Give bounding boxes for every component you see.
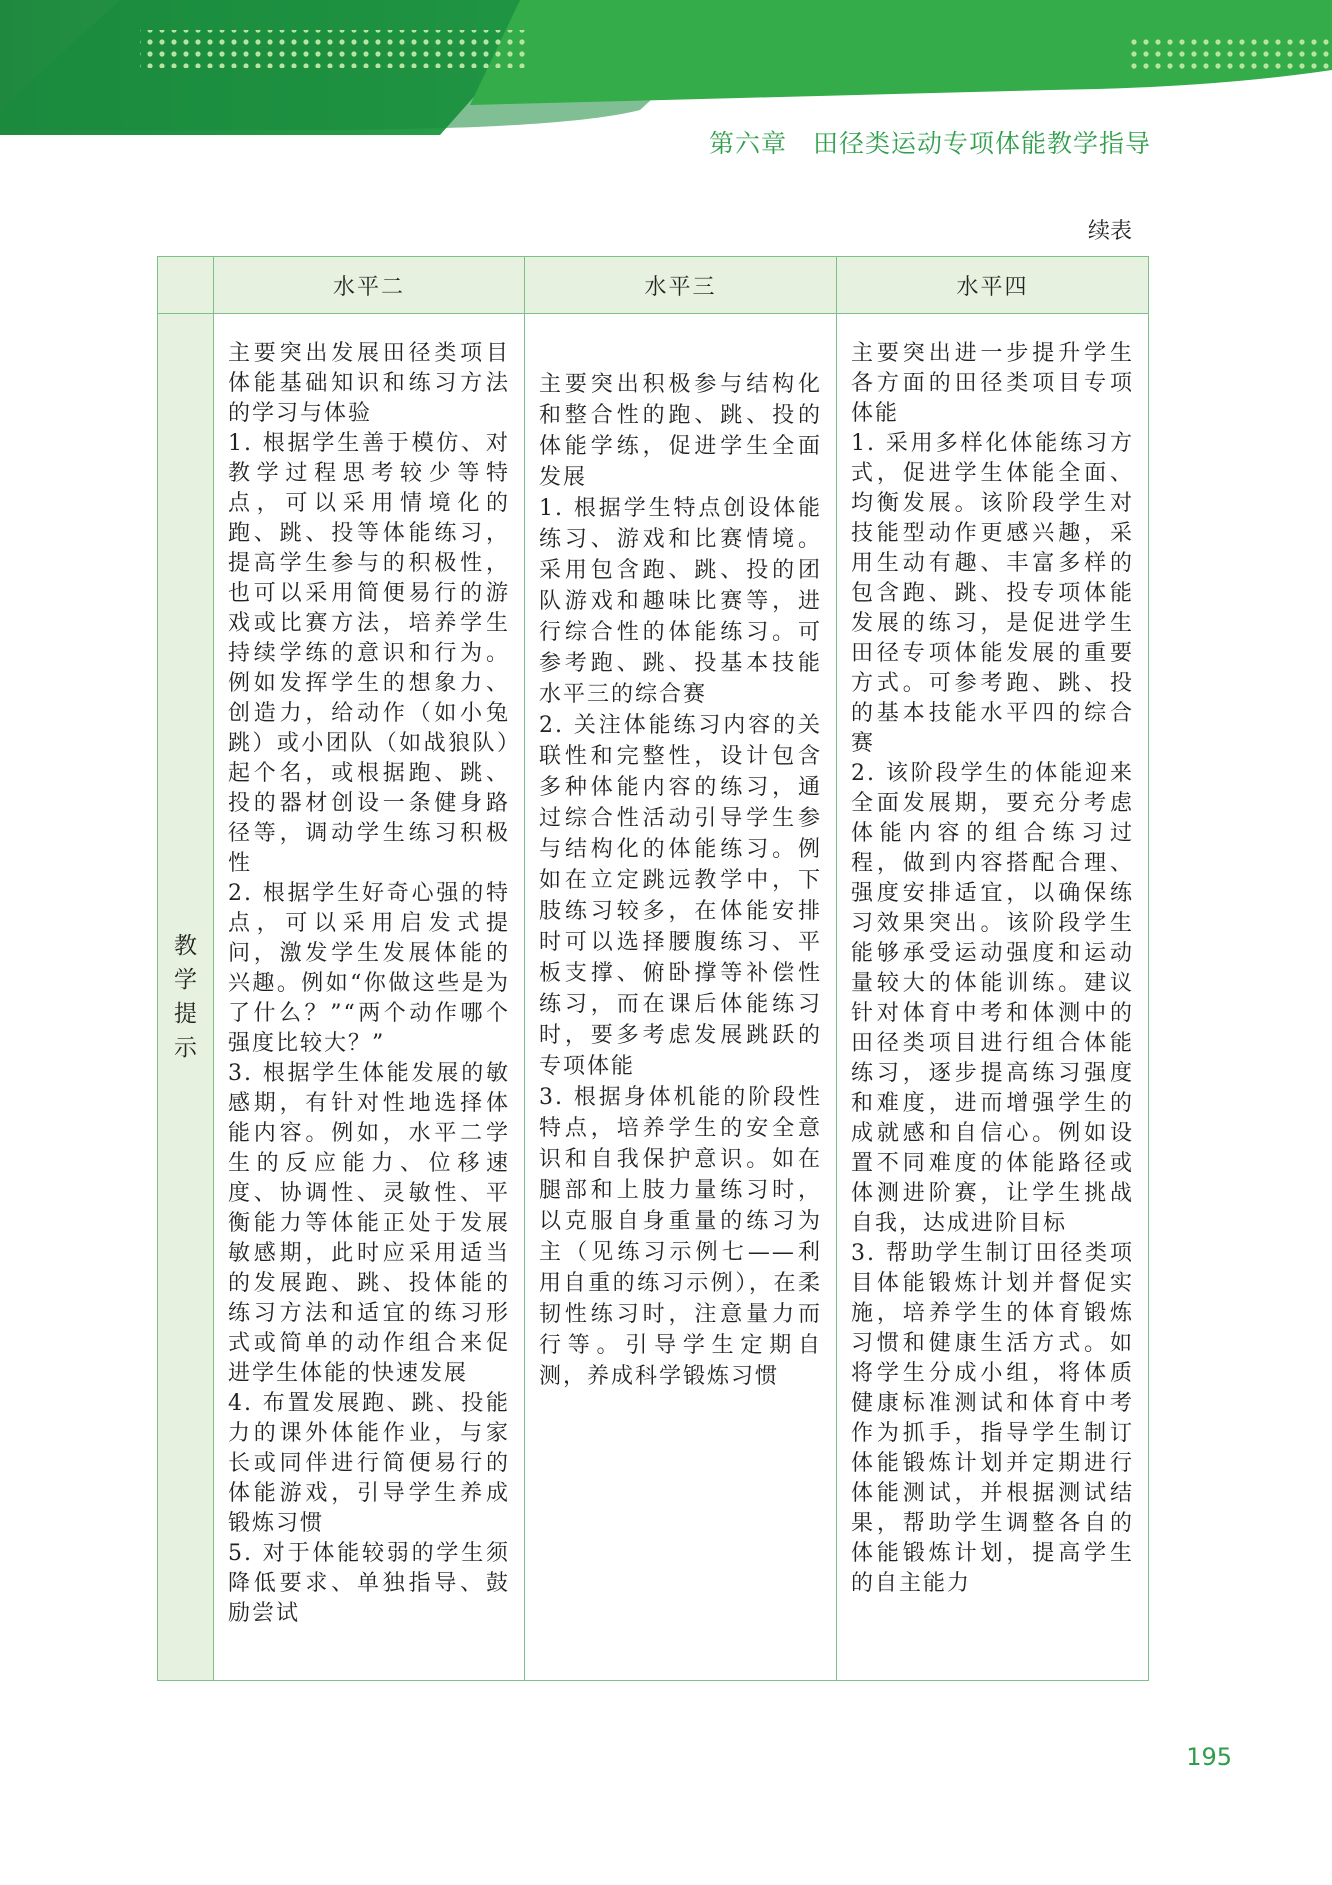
row-label-char: 学	[174, 967, 197, 993]
page-number: 195	[1186, 1743, 1232, 1771]
header-dots-right	[1130, 34, 1330, 74]
header-blank-cell	[158, 257, 214, 314]
cell-paragraph: 主要突出进一步提升学生各方面的田径类项目专项体能	[851, 341, 1134, 426]
guidance-table	[157, 256, 1148, 1681]
cell-paragraph: 主要突出积极参与结构化和整合性的跑、跳、投的体能学练，促进学生全面发展	[539, 372, 822, 490]
column-header-level-4: 水平四	[837, 257, 1149, 314]
chapter-title: 第六章 田径类运动专项体能教学指导	[708, 129, 1151, 158]
cell-paragraph: 2. 该阶段学生的体能迎来全面发展期，要充分考虑体能内容的组合练习过程，做到内容搭配合理、强度安排适宜，以确保练习效果突出。该阶段学生能够承受运动强度和运动量较大的体能训练。建议针对体育中考和体测中的田径类项目进行组合体能练习，逐步提高练习强度和难度，进而增强学生的成就感和自信心。例如设置不同难度的体能路径或体测进阶赛，让学生挑战自我，达成进阶目标	[851, 761, 1134, 1236]
cell-level-4	[837, 314, 1149, 1681]
row-label-teaching-tips	[158, 314, 214, 1681]
cell-paragraph: 主要突出发展田径类项目体能基础知识和练习方法的学习与体验	[228, 341, 510, 426]
cell-paragraph: 3. 帮助学生制订田径类项目体能锻炼计划并督促实施，培养学生的体育锻炼习惯和健康生活方式。如将学生分成小组，将体质健康标准测试和体育中考作为抓手，指导学生制订体能锻炼计划并定期进行体能测试，并根据测试结果，帮助学生调整各自的体能锻炼计划，提高学生的自主能力	[851, 1241, 1134, 1596]
table-row	[158, 314, 1149, 1681]
cell-paragraph: 4. 布置发展跑、跳、投能力的课外体能作业，与家长或同伴进行简便易行的体能游戏，引导学生养成锻炼习惯	[228, 1391, 510, 1536]
cell-paragraph: 5. 对于体能较弱的学生须降低要求、单独指导、鼓励尝试	[228, 1541, 510, 1626]
header-decoration	[0, 0, 1332, 135]
cell-paragraph: 2. 根据学生好奇心强的特点，可以采用启发式提问，激发学生发展体能的兴趣。例如“你做这些是为了什么？”“两个动作哪个强度比较大？”	[228, 881, 510, 1056]
table-header-row	[158, 257, 1149, 314]
cell-level-2	[214, 314, 525, 1681]
row-label-char: 教	[174, 933, 197, 959]
cell-paragraph: 1. 根据学生善于模仿、对教学过程思考较少等特点，可以采用情境化的跑、跳、投等体能练习，提高学生参与的积极性，也可以采用简便易行的游戏或比赛方法，培养学生持续学练的意识和行为。例如发挥学生的想象力、创造力，给动作（如小兔跳）或小团队（如战狼队）起个名，或根据跑、跳、投的器材创设一条健身路径等，调动学生练习积极性	[228, 431, 510, 876]
column-header-level-3: 水平三	[525, 257, 837, 314]
cell-paragraph: 1. 采用多样化体能练习方式，促进学生体能全面、均衡发展。该阶段学生对技能型动作更感兴趣，采用生动有趣、丰富多样的包含跑、跳、投专项体能发展的练习，是促进学生田径专项体能发展的重要方式。可参考跑、跳、投的基本技能水平四的综合赛	[851, 431, 1134, 756]
column-header-level-2: 水平二	[214, 257, 525, 314]
row-label-char: 示	[174, 1035, 197, 1061]
cell-paragraph: 2. 关注体能练习内容的关联性和完整性，设计包含多种体能内容的练习，通过综合性活动引导学生参与结构化的体能练习。例如在立定跳远教学中，下肢练习较多，在体能安排时可以选择腰腹练习、平板支撑、俯卧撑等补偿性练习，而在课后体能练习时，要多考虑发展跳跃的专项体能	[539, 713, 822, 1079]
continued-label: 续表	[1087, 219, 1132, 244]
cell-paragraph: 3. 根据学生体能发展的敏感期，有针对性地选择体能内容。例如，水平二学生的反应能力、位移速度、协调性、灵敏性、平衡能力等体能正处于发展敏感期，此时应采用适当的发展跑、跳、投体能的练习方法和适宜的练习形式或简单的动作组合来促进学生体能的快速发展	[228, 1061, 510, 1386]
row-label-char: 提	[174, 1001, 197, 1027]
header-dots-left	[140, 30, 530, 68]
cell-level-3	[525, 314, 837, 1681]
cell-paragraph: 3. 根据身体机能的阶段性特点，培养学生的安全意识和自我保护意识。如在腿部和上肢力量练习时，以克服自身重量的练习为主（见练习示例七——利用自重的练习示例），在柔韧性练习时，注意量力而行等。引导学生定期自测，养成科学锻炼习惯	[539, 1085, 822, 1389]
cell-paragraph: 1. 根据学生特点创设体能练习、游戏和比赛情境。采用包含跑、跳、投的团队游戏和趣味比赛等，进行综合性的体能练习。可参考跑、跳、投基本技能水平三的综合赛	[539, 496, 822, 707]
